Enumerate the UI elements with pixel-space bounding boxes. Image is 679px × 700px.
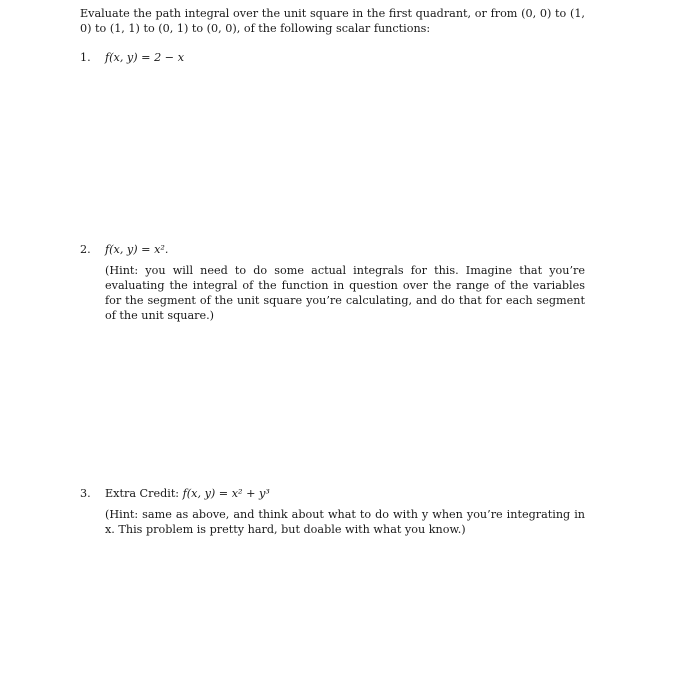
problem-2-function: f(x, y) = x². <box>105 243 169 256</box>
problem-1-function: f(x, y) = 2 − x <box>105 51 185 64</box>
problem-3-function: f(x, y) = x² + y³ <box>182 487 270 500</box>
problem-2-hint: (Hint: you will need to do some actual integrals for this. Imagine that you’re evaluating the integral of the function in question over the range of the variables for the segment of the unit square you’re calculating, and do that for each segment of the unit square.) <box>105 264 585 322</box>
problem-2-number: 2. <box>80 243 91 256</box>
problem-3 <box>80 486 585 537</box>
intro-paragraph <box>80 6 585 36</box>
problem-3-number: 3. <box>80 487 91 500</box>
problem-1-number: 1. <box>80 51 91 64</box>
intro-text: Evaluate the path integral over the unit square in the first quadrant, or from (0, 0) to (1, 0) to (1, 1) to (0, 1) to (0, 0), of the following scalar functions: <box>80 7 585 35</box>
problem-3-hint: (Hint: same as above, and think about what to do with y when you’re integrating in x. This problem is pretty hard, but doable with what you know.) <box>105 508 585 536</box>
problem-1 <box>80 50 585 65</box>
problem-3-label: Extra Credit: <box>105 487 183 500</box>
problem-2 <box>80 242 585 323</box>
